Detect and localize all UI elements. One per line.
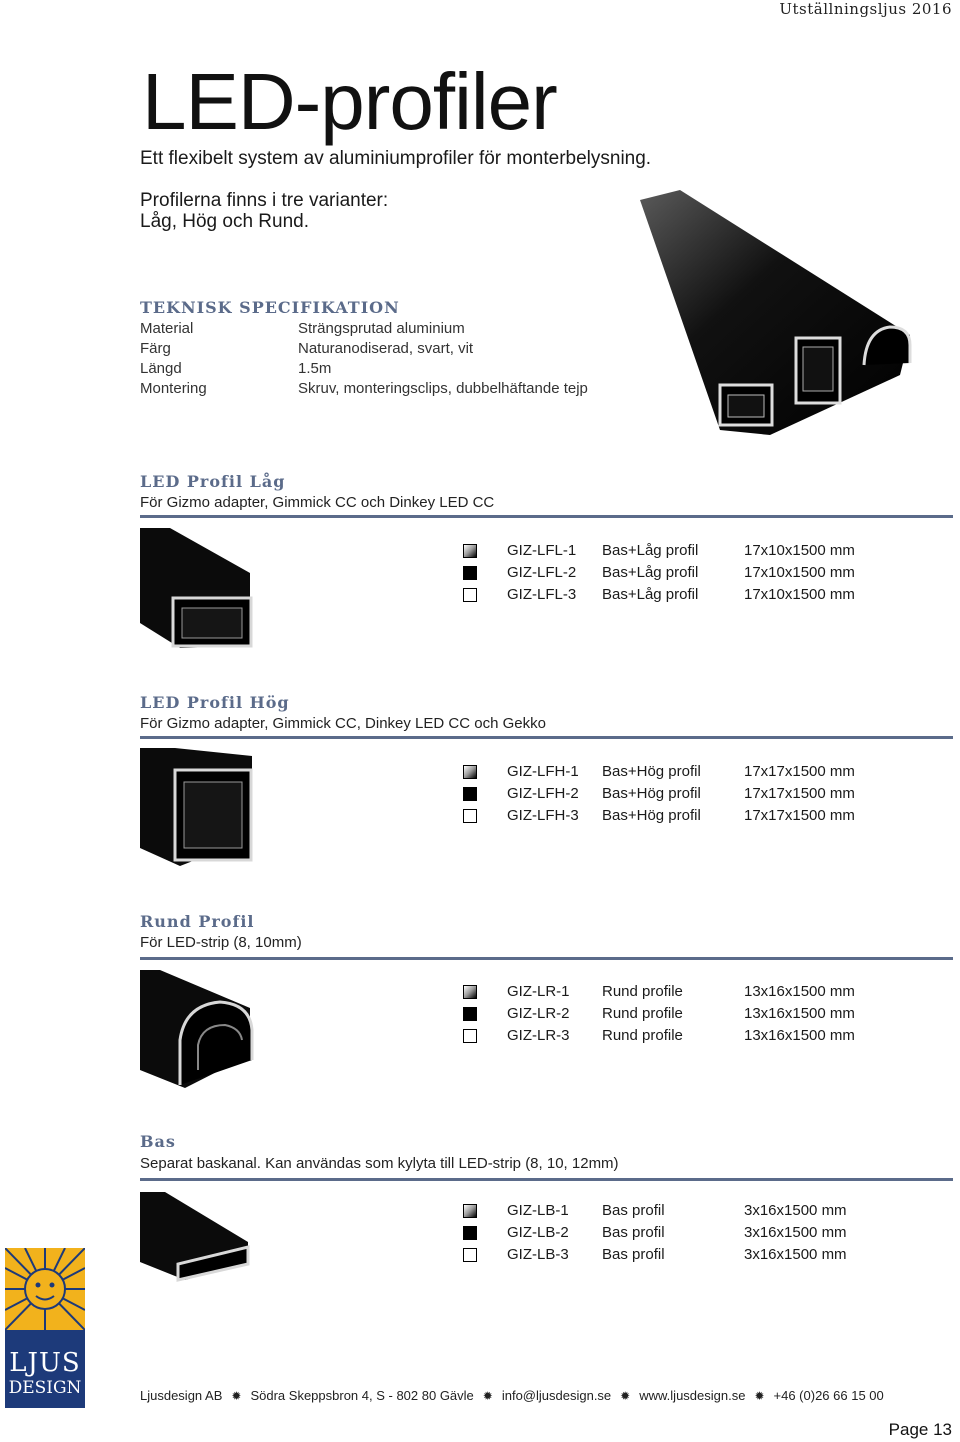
header-label: Utställningsljus 2016 (779, 0, 952, 18)
logo-text-2: DESIGN (8, 1378, 82, 1398)
product-name: Bas profil (602, 1224, 665, 1241)
product-name: Rund profile (602, 983, 683, 1000)
product-code: GIZ-LR-1 (507, 983, 570, 1000)
product-row (463, 785, 863, 805)
product-name: Bas+Hög profil (602, 807, 701, 824)
profile-bas-image (140, 1192, 250, 1282)
page-number: Page 13 (888, 1420, 952, 1439)
product-row (463, 1246, 863, 1266)
variants-text (140, 190, 388, 232)
product-dim: 17x17x1500 mm (744, 763, 855, 780)
ljusdesign-logo (5, 1248, 85, 1408)
product-name: Rund profile (602, 1005, 683, 1022)
section-desc-rund: För LED-strip (8, 10mm) (140, 934, 302, 951)
section-rule (140, 957, 953, 960)
product-code: GIZ-LFH-3 (507, 807, 579, 824)
footer-email-link[interactable]: info@ljusdesign.se (501, 1388, 612, 1403)
product-code: GIZ-LR-3 (507, 1027, 570, 1044)
product-code: GIZ-LFH-2 (507, 785, 579, 802)
product-row (463, 564, 863, 584)
page-title: LED-profiler (142, 57, 557, 146)
product-row (463, 1202, 863, 1222)
product-row (463, 763, 863, 783)
spec-value: Strängsprutad aluminium (298, 320, 465, 337)
profile-hog-image (140, 748, 255, 870)
product-name: Bas+Låg profil (602, 542, 699, 559)
product-name: Bas+Låg profil (602, 586, 699, 603)
swatch-white-icon (463, 1248, 477, 1262)
product-name: Bas profil (602, 1246, 665, 1263)
product-row (463, 1224, 863, 1244)
star-separator-icon: ✹ (620, 1389, 631, 1403)
product-row (463, 586, 863, 606)
footer-web-link[interactable]: www.ljusdesign.se (639, 1388, 746, 1403)
product-row (463, 542, 863, 562)
product-dim: 3x16x1500 mm (744, 1224, 847, 1241)
product-dim: 13x16x1500 mm (744, 1005, 855, 1022)
product-name: Bas+Hög profil (602, 763, 701, 780)
product-dim: 13x16x1500 mm (744, 1027, 855, 1044)
spec-heading: TEKNISK SPECIFIKATION (140, 298, 400, 317)
swatch-black-icon (463, 787, 477, 801)
swatch-white-icon (463, 588, 477, 602)
product-row (463, 1027, 863, 1047)
section-rule (140, 1178, 953, 1181)
swatch-black-icon (463, 566, 477, 580)
product-dim: 17x10x1500 mm (744, 564, 855, 581)
logo-text-1: LJUS (9, 1348, 81, 1378)
section-heading-bas: Bas (140, 1132, 176, 1151)
profile-rund-image (140, 970, 255, 1090)
product-name: Bas+Låg profil (602, 564, 699, 581)
section-rule (140, 515, 953, 518)
swatch-black-icon (463, 1226, 477, 1240)
page-subtitle: Ett flexibelt system av aluminiumprofiler för monterbelysning. (140, 148, 652, 169)
product-name: Bas profil (602, 1202, 665, 1219)
footer-contact (140, 1388, 884, 1403)
footer-company: Ljusdesign AB (140, 1388, 223, 1403)
star-separator-icon: ✹ (482, 1389, 493, 1403)
product-name: Bas+Hög profil (602, 785, 701, 802)
product-dim: 3x16x1500 mm (744, 1202, 847, 1219)
product-row (463, 807, 863, 827)
profile-lag-image (140, 528, 255, 650)
section-heading-lag: LED Profil Låg (140, 472, 286, 491)
footer-address: Södra Skeppsbron 4, S - 802 80 Gävle (250, 1388, 474, 1403)
section-rule (140, 736, 953, 739)
product-row (463, 983, 863, 1003)
section-desc-bas: Separat baskanal. Kan användas som kylyta till LED-strip (8, 10, 12mm) (140, 1155, 619, 1172)
product-dim: 17x10x1500 mm (744, 586, 855, 603)
product-code: GIZ-LB-1 (507, 1202, 569, 1219)
spec-label: Längd (140, 360, 182, 377)
section-desc-lag: För Gizmo adapter, Gimmick CC och Dinkey LED CC (140, 494, 495, 511)
spec-value: 1.5m (298, 360, 332, 377)
swatch-gradient-icon (463, 985, 477, 999)
profiles-hero-image (620, 185, 920, 440)
product-dim: 17x17x1500 mm (744, 807, 855, 824)
section-heading-rund: Rund Profil (140, 912, 255, 931)
product-code: GIZ-LB-2 (507, 1224, 569, 1241)
star-separator-icon: ✹ (754, 1389, 765, 1403)
product-dim: 13x16x1500 mm (744, 983, 855, 1000)
product-code: GIZ-LB-3 (507, 1246, 569, 1263)
spec-label: Montering (140, 380, 207, 397)
variants-line-2: Låg, Hög och Rund. (140, 211, 310, 232)
section-desc-hog: För Gizmo adapter, Gimmick CC, Dinkey LED CC och Gekko (140, 715, 546, 732)
product-dim: 3x16x1500 mm (744, 1246, 847, 1263)
product-code: GIZ-LFL-1 (507, 542, 577, 559)
star-separator-icon: ✹ (231, 1389, 242, 1403)
spec-value: Naturanodiserad, svart, vit (298, 340, 474, 357)
product-dim: 17x10x1500 mm (744, 542, 855, 559)
swatch-white-icon (463, 1029, 477, 1043)
product-name: Rund profile (602, 1027, 683, 1044)
product-dim: 17x17x1500 mm (744, 785, 855, 802)
spec-label: Material (140, 320, 194, 337)
swatch-gradient-icon (463, 544, 477, 558)
variants-line-1: Profilerna finns i tre varianter: (140, 190, 389, 211)
product-code: GIZ-LFL-2 (507, 564, 577, 581)
swatch-gradient-icon (463, 765, 477, 779)
swatch-black-icon (463, 1007, 477, 1021)
product-code: GIZ-LFL-3 (507, 586, 577, 603)
product-code: GIZ-LFH-1 (507, 763, 579, 780)
product-code: GIZ-LR-2 (507, 1005, 570, 1022)
product-row (463, 1005, 863, 1025)
spec-label: Färg (140, 340, 171, 357)
footer-phone: +46 (0)26 66 15 00 (773, 1388, 884, 1403)
swatch-white-icon (463, 809, 477, 823)
swatch-gradient-icon (463, 1204, 477, 1218)
section-heading-hog: LED Profil Hög (140, 693, 290, 712)
spec-value: Skruv, monteringsclips, dubbelhäftande tejp (298, 380, 588, 397)
